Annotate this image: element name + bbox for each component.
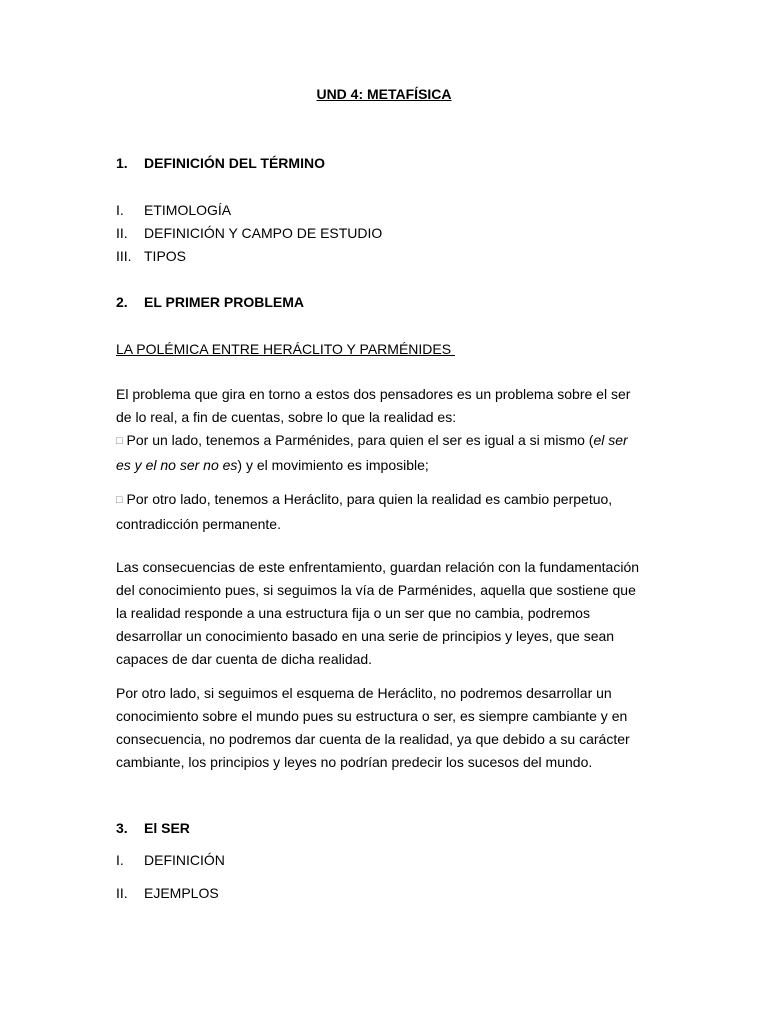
list-item-label: TIPOS (144, 248, 187, 264)
list-item-label: ETIMOLOGÍA (144, 202, 232, 218)
list-item-number: II. (116, 225, 128, 241)
list-item-number: II. (116, 885, 128, 901)
list-item-label: DEFINICIÓN (144, 852, 225, 868)
bullet-parmenides-cont: es y el no ser no es) y el movimiento es imposible; (116, 457, 429, 473)
list-item-label: EJEMPLOS (144, 885, 219, 901)
checkbox-bullet-icon: □ (116, 435, 123, 447)
paragraph-line: Por otro lado, si seguimos el esquema de Heráclito, no podremos desarrollar un (116, 685, 612, 701)
paragraph-line: El problema que gira en torno a estos dos pensadores es un problema sobre el ser (116, 386, 631, 402)
paragraph-line: consecuencia, no podremos dar cuenta de la realidad, ya que debido a su carácter (116, 731, 630, 747)
list-item-number: III. (116, 248, 132, 264)
list-item-number: I. (116, 852, 124, 868)
paragraph-line: Las consecuencias de este enfrentamiento, guardan relación con la fundamentación (116, 559, 640, 575)
section-3-number: 3. (116, 820, 128, 836)
paragraph-line: □ Por otro lado, tenemos a Heráclito, para quien la realidad es cambio perpetuo, (116, 491, 613, 507)
list-item-number: I. (116, 202, 124, 218)
paragraph-line: del conocimiento pues, si seguimos la vía de Parménides, aquella que sostiene que (116, 582, 636, 598)
checkbox-bullet-icon: □ (116, 494, 123, 506)
heraclito-paragraph (116, 682, 656, 774)
section-1-heading: DEFINICIÓN DEL TÉRMINO (144, 155, 325, 171)
section-3-heading: El SER (144, 820, 190, 836)
paragraph-line: desarrollar un conocimiento basado en una serie de principios y leyes, que sean (116, 628, 615, 644)
list-item-label: DEFINICIÓN Y CAMPO DE ESTUDIO (144, 225, 383, 241)
paragraph-line: la realidad responde a una estructura fija o un ser que no cambia, podremos (116, 605, 590, 621)
section-1-number: 1. (116, 155, 128, 171)
bullet-parmenides: □ Por un lado, tenemos a Parménides, para quien el ser es igual a si mismo (el ser (116, 432, 628, 448)
paragraph-line: capaces de dar cuenta de dicha realidad. (116, 651, 373, 667)
paragraph-line: cambiante, los principios y leyes no podrían predecir los sucesos del mundo. (116, 754, 593, 770)
consequences-paragraph (116, 556, 656, 671)
paragraph-line: contradicción permanente. (116, 516, 281, 532)
section-2-heading: EL PRIMER PROBLEMA (144, 294, 304, 310)
paragraph-line: conocimiento sobre el mundo pues su estructura o ser, es siempre cambiante y en (116, 708, 628, 724)
paragraph-line: de lo real, a fin de cuentas, sobre lo que la realidad es: (116, 409, 457, 425)
section-2-subheading: LA POLÉMICA ENTRE HERÁCLITO Y PARMÉNIDES (116, 341, 455, 357)
bullet-heraclito (116, 488, 656, 536)
section-2-number: 2. (116, 294, 128, 310)
intro-paragraph (116, 383, 656, 477)
page-title: UND 4: METAFÍSICA (316, 86, 452, 102)
